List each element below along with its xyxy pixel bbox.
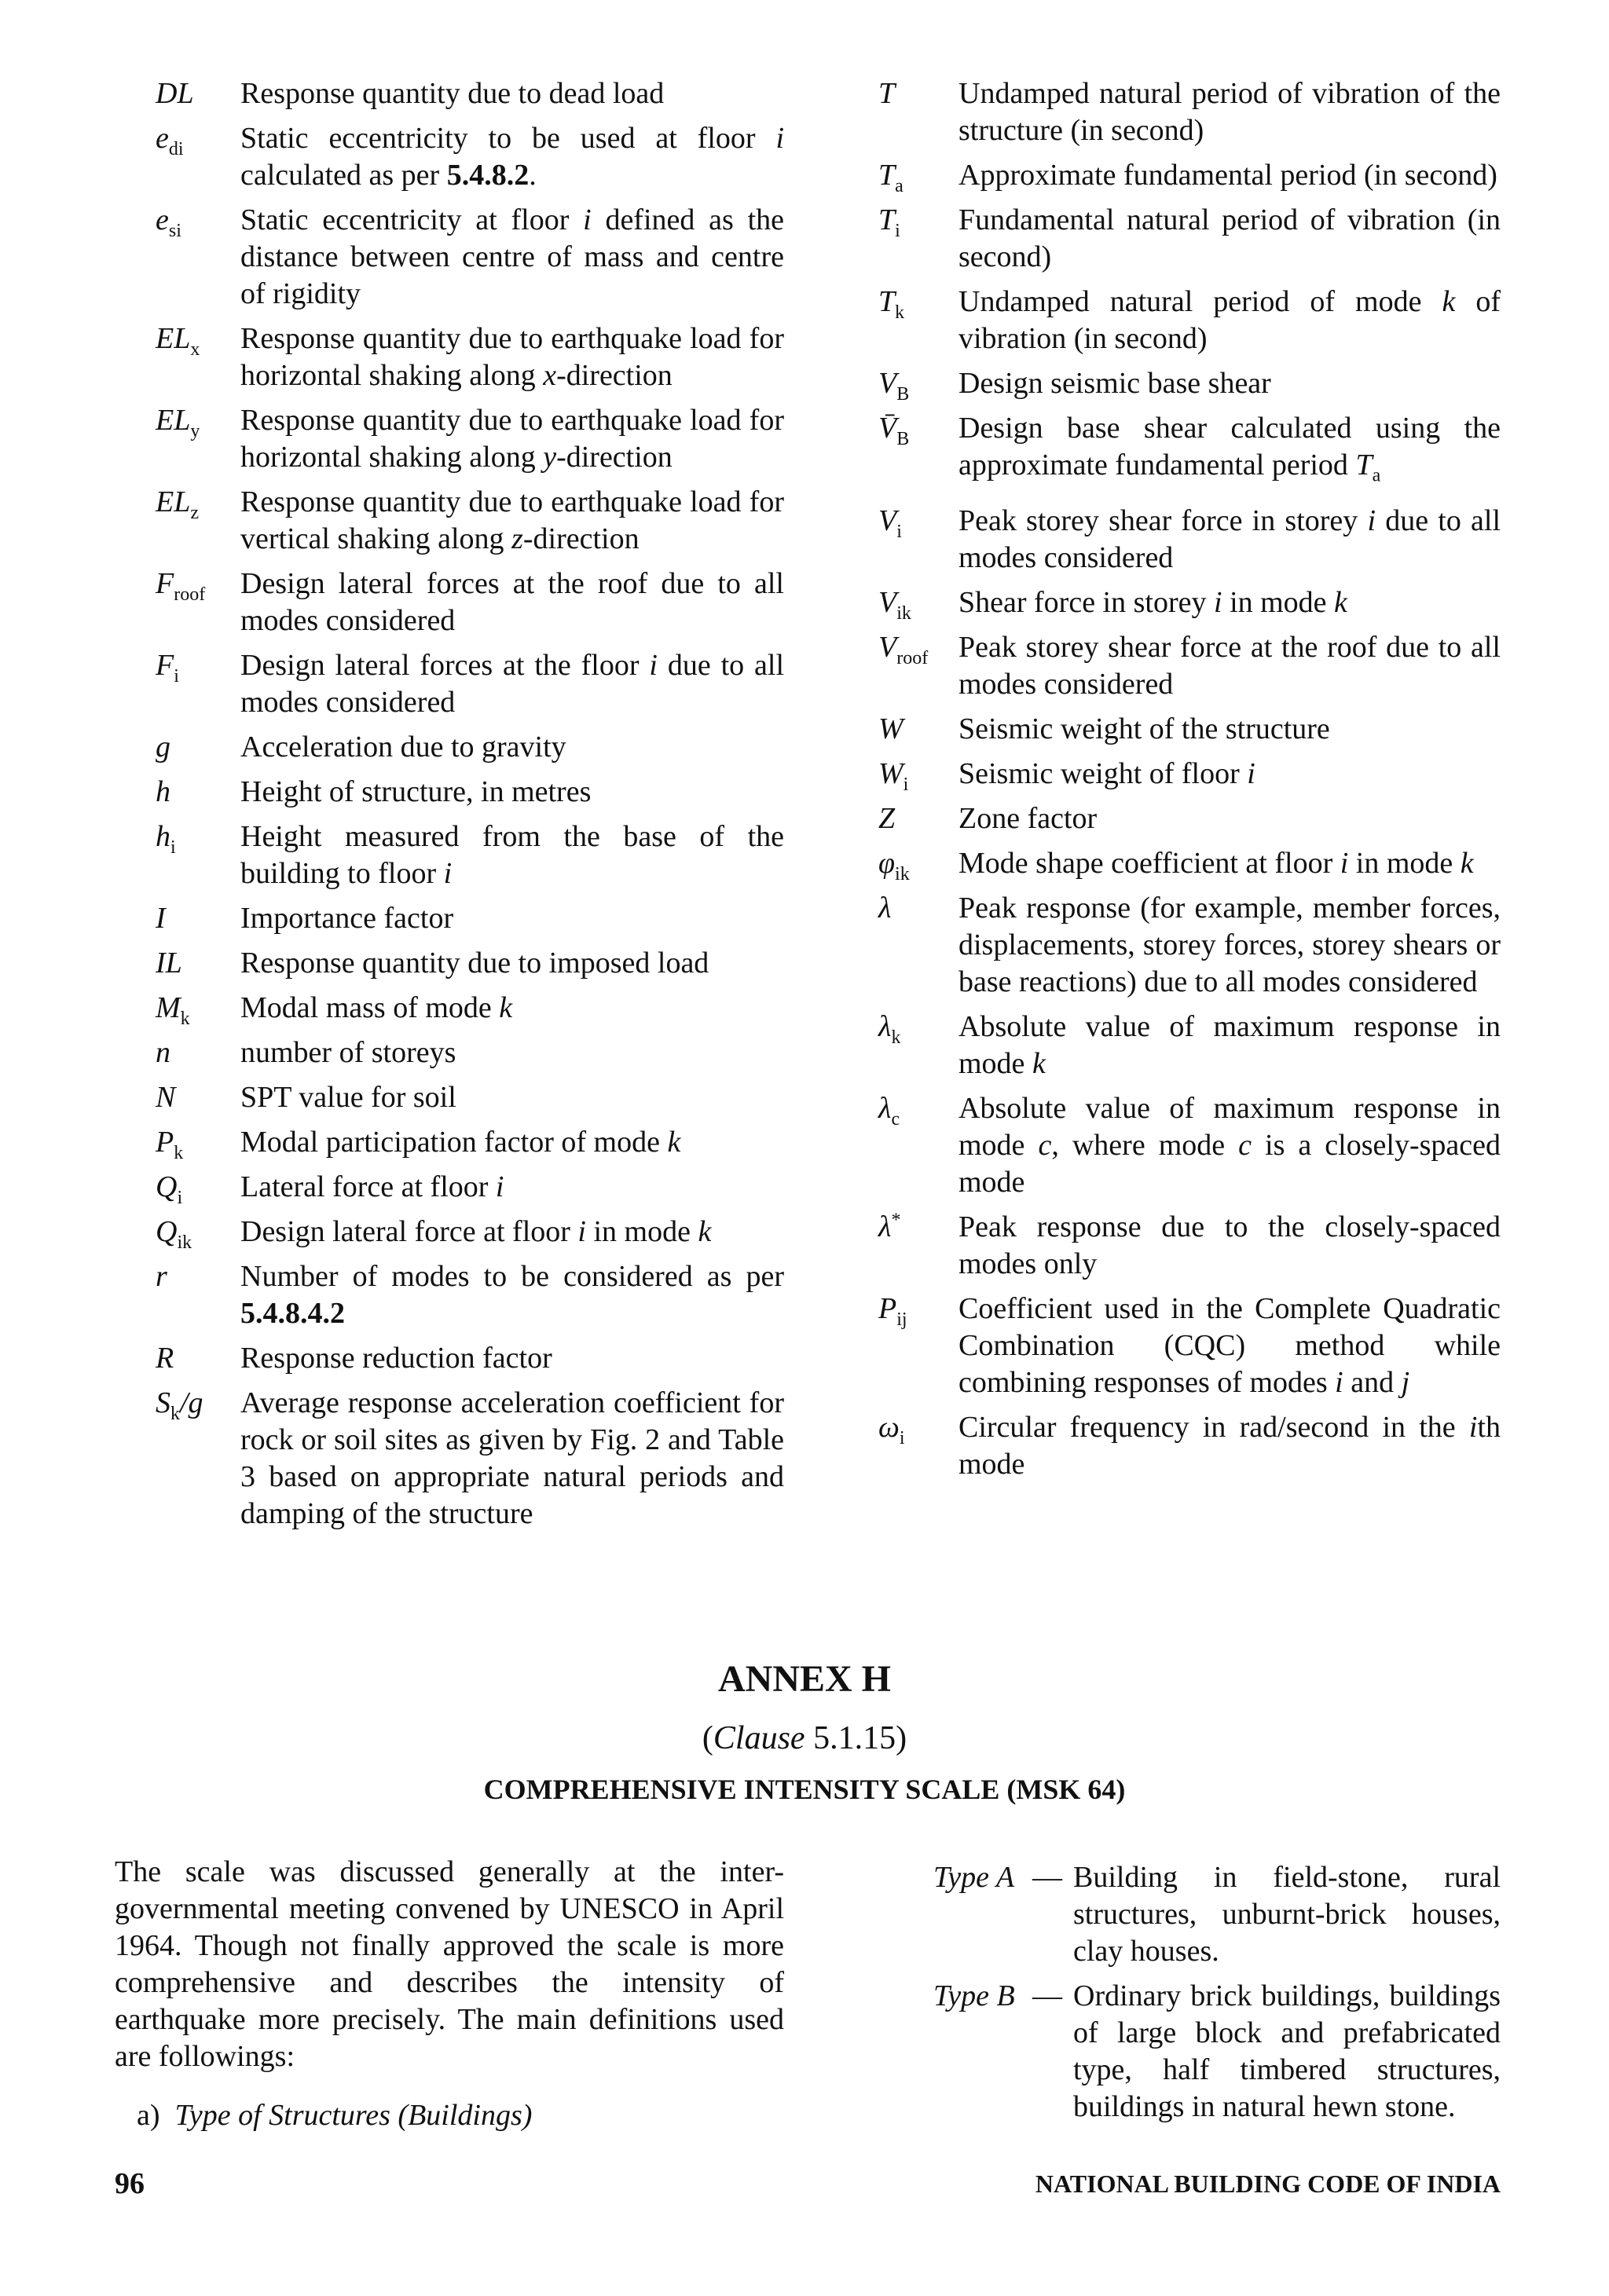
- symbol-description: Design seismic base shear: [958, 367, 1271, 400]
- annex-title: ANNEX H: [717, 1658, 891, 1700]
- symbol-description: Average response acceleration coefficient for rock or soil sites as given by Fig. 2 and Table 3 based on appropriate natural periods and damping of the structure: [240, 1386, 784, 1530]
- left_symbols-row: [156, 990, 784, 1027]
- symbol-description: Response quantity due to imposed load: [240, 947, 709, 980]
- symbol: $V_B$: [878, 367, 910, 405]
- symbol: $EL_x$: [156, 322, 200, 360]
- symbol-description: Height of structure, in metres: [240, 775, 592, 808]
- structure-type-label: Type B: [933, 1979, 1015, 2012]
- symbol-description: Design lateral forces at the floor i due to all modes considered: [240, 649, 785, 719]
- structure-type-description: Ordinary brick buildings, buildings of large block and prefabricated type, half timbered structures, buildings in natural hewn stone.: [1073, 1979, 1501, 2123]
- symbol: $EL_z$: [156, 485, 200, 523]
- symbol: $Q_{ik}$: [156, 1215, 192, 1253]
- structure-type-row: [933, 1978, 1501, 2126]
- symbol-description: Peak response (for example, member forces, displacements, storey forces, storey shears or base reactions) due to all modes considered: [958, 891, 1501, 998]
- intro-item-text: Type of Structures (Buildings): [174, 2099, 533, 2132]
- symbol: $e_{di}$: [156, 122, 184, 159]
- symbol: $EL_y$: [156, 404, 200, 441]
- intro-list-item: [137, 2097, 532, 2134]
- symbol-description: Acceleration due to gravity: [240, 731, 566, 764]
- right_symbols-row: [878, 711, 1501, 748]
- symbol-description: Response quantity due to earthquake load for horizontal shaking along x-direction: [240, 322, 784, 392]
- symbol: $W_i$: [878, 756, 909, 795]
- right_symbols-row: [878, 1409, 1501, 1483]
- symbol-description: Response quantity due to earthquake load for horizontal shaking along y-direction: [240, 404, 784, 474]
- left_symbols-row: [156, 402, 784, 476]
- symbol-description: Static eccentricity to be used at floor i calculated as per 5.4.8.2.: [240, 122, 784, 192]
- right_symbols-row: [878, 584, 1501, 624]
- symbol: $P_{ij}$: [878, 1291, 907, 1330]
- symbol-description: Modal participation factor of mode k: [240, 1126, 681, 1159]
- right_symbols-row: [878, 845, 1501, 882]
- symbol: T: [878, 77, 896, 110]
- right_symbols-row: [878, 202, 1501, 276]
- symbol-description: Design lateral force at floor i in mode k: [240, 1215, 712, 1248]
- symbol-description: Fundamental natural period of vibration (in second): [958, 203, 1501, 273]
- left_symbols-row: [156, 1169, 784, 1206]
- left_symbols-row: [156, 1079, 784, 1116]
- annex-clause-word: Clause: [713, 1720, 805, 1756]
- symbol: R: [156, 1342, 174, 1375]
- symbol: $T_k$: [878, 285, 905, 323]
- left_symbols-row: [156, 120, 784, 194]
- symbol-description: Modal mass of mode k: [240, 991, 513, 1024]
- annex-heading: COMPREHENSIVE INTENSITY SCALE (MSK 64): [483, 1774, 1126, 1805]
- symbol: g: [156, 731, 170, 764]
- left_symbols-row: [156, 818, 784, 892]
- symbol-description: Lateral force at floor i: [240, 1170, 504, 1203]
- left_symbols-row: [156, 320, 784, 394]
- symbol: W: [878, 712, 903, 745]
- structure-type-label: Type A: [933, 1861, 1015, 1894]
- symbol: r: [156, 1260, 167, 1293]
- symbol: n: [156, 1036, 170, 1069]
- symbol-description: Circular frequency in rad/second in the ith mode: [958, 1410, 1501, 1481]
- left_symbols-row: [156, 202, 784, 313]
- right_symbols-row: [878, 1090, 1501, 1201]
- symbol: $V_{roof}$: [878, 630, 929, 668]
- symbol-description: Shear force in storey i in mode k: [958, 585, 1347, 619]
- left_symbols-row: [156, 945, 784, 982]
- right_symbols-row: [878, 890, 1501, 1001]
- left_symbols-row: [156, 484, 784, 558]
- symbol-description: Importance factor: [240, 902, 454, 935]
- left_symbols-row: [156, 729, 784, 766]
- right_symbols-row: [878, 157, 1501, 194]
- left_symbols-row: [156, 1034, 784, 1071]
- symbol: $\lambda_k$: [878, 1009, 901, 1048]
- footer-title: NATIONAL BUILDING CODE OF INDIA: [1035, 2170, 1501, 2198]
- annex-clause-number: 5.1.15: [813, 1720, 896, 1756]
- symbol: $\omega_i$: [878, 1410, 905, 1448]
- symbol-description: Design lateral forces at the roof due to all modes considered: [240, 567, 784, 637]
- symbols-column-right: [878, 75, 1501, 1491]
- structure-types-list: [933, 1859, 1501, 2133]
- symbol-description: Response reduction factor: [240, 1342, 552, 1375]
- left_symbols-row: [156, 566, 784, 639]
- symbol: $Q_i$: [156, 1170, 183, 1208]
- symbol-description: Coefficient used in the Complete Quadratic Combination (CQC) method while combining responses of modes i and j: [958, 1291, 1501, 1399]
- symbol: $F_{roof}$: [156, 567, 206, 605]
- symbol-description: Static eccentricity at floor i defined as the distance between centre of mass and centre of rigidity: [240, 203, 784, 310]
- annex-header: [0, 1656, 1609, 1808]
- symbol-description: Approximate fundamental period (in second): [958, 159, 1497, 192]
- symbol: $\lambda_c$: [878, 1091, 900, 1130]
- symbol-description: Height measured from the base of the building to floor i: [240, 820, 784, 890]
- right_symbols-row: [878, 410, 1501, 495]
- symbol: IL: [156, 947, 182, 980]
- right_symbols-row: [878, 800, 1501, 837]
- page-footer: [115, 2166, 1501, 2198]
- symbol: λ*: [878, 1209, 901, 1243]
- annex-clause: (Clause 5.1.15): [702, 1720, 907, 1756]
- right_symbols-row: [878, 1209, 1501, 1283]
- symbol-description: Design base shear calculated using the approximate fundamental period $T_a$: [958, 412, 1501, 486]
- left_symbols-row: [156, 900, 784, 937]
- symbol-description: Zone factor: [958, 801, 1098, 835]
- symbol: $F_i$: [156, 649, 179, 687]
- left_symbols-row: [156, 774, 784, 811]
- symbol-description: SPT value for soil: [240, 1081, 456, 1114]
- left_symbols-row: [156, 75, 784, 112]
- structure-type-row: [933, 1859, 1501, 1970]
- symbol: $S_k/g$: [156, 1386, 203, 1424]
- symbol-description: number of storeys: [240, 1036, 456, 1069]
- right_symbols-row: [878, 756, 1501, 793]
- symbol: $V̄_B$: [878, 412, 910, 449]
- right_symbols-row: [878, 365, 1501, 405]
- symbol-description: Absolute value of maximum response in mode c, where mode c is a closely-spaced mode: [958, 1091, 1501, 1199]
- symbol-description: Absolute value of maximum response in mode k: [958, 1009, 1501, 1080]
- symbol-description: Seismic weight of floor i: [958, 756, 1255, 790]
- symbols-column-left: [156, 75, 784, 1540]
- left_symbols-row: [156, 647, 784, 721]
- symbol: h: [156, 775, 170, 808]
- right_symbols-row: [878, 75, 1501, 149]
- symbol-description: Undamped natural period of vibration of the structure (in second): [958, 77, 1501, 147]
- left_symbols-row: [156, 1124, 784, 1161]
- symbol: $e_{si}$: [156, 203, 181, 241]
- right_symbols-row: [878, 284, 1501, 357]
- left_symbols-row: [156, 1385, 784, 1532]
- symbol: $P_k$: [156, 1126, 184, 1163]
- intro-item-label: a): [137, 2099, 160, 2132]
- symbol: λ: [878, 891, 892, 925]
- symbol-description: Response quantity due to dead load: [240, 77, 665, 110]
- structure-type-dash: —: [1032, 1861, 1062, 1894]
- symbol: $T_i$: [878, 203, 900, 241]
- symbol: $M_k$: [156, 991, 190, 1029]
- right_symbols-row: [878, 1291, 1501, 1401]
- symbol-description: Mode shape coefficient at floor i in mode k: [958, 846, 1474, 880]
- symbol: N: [156, 1081, 176, 1114]
- symbol-description: Response quantity due to earthquake load for vertical shaking along z-direction: [240, 485, 784, 555]
- symbol-description: Peak storey shear force in storey i due to all modes considered: [958, 504, 1501, 574]
- symbol: I: [156, 902, 166, 935]
- symbol: DL: [156, 77, 194, 110]
- left_symbols-row: [156, 1258, 784, 1332]
- symbol-description: Seismic weight of the structure: [958, 712, 1330, 745]
- symbol-description: Number of modes to be considered as per 5.4.8.4.2: [240, 1260, 784, 1330]
- right_symbols-row: [878, 503, 1501, 577]
- right_symbols-row: [878, 629, 1501, 703]
- symbol: $h_i$: [156, 820, 176, 858]
- symbol-description: Peak storey shear force at the roof due to all modes considered: [958, 630, 1501, 701]
- right_symbols-row: [878, 1009, 1501, 1082]
- symbol-description: Peak response due to the closely-spaced modes only: [958, 1210, 1501, 1280]
- symbol: $T_a$: [878, 159, 903, 196]
- structure-type-description: Building in field-stone, rural structures, unburnt-brick houses, clay houses.: [1073, 1861, 1501, 1968]
- symbol-description: Undamped natural period of mode k of vibration (in second): [958, 285, 1501, 355]
- intro-paragraph: The scale was discussed generally at the inter-governmental meeting convened by UNESCO in April 1964. Though not finally approved the scale is more comprehensive and describes the intensity of earthquake more precisely. The main definitions used are followings:: [115, 1855, 784, 2073]
- left_symbols-row: [156, 1214, 784, 1251]
- page-number: 96: [115, 2167, 145, 2200]
- structure-type-dash: —: [1032, 1979, 1062, 2012]
- symbol: $\varphi_{ik}$: [878, 846, 910, 884]
- symbol: Z: [878, 801, 896, 835]
- left_symbols-row: [156, 1340, 784, 1377]
- symbol: $V_i$: [878, 504, 902, 542]
- symbol: $V_{ik}$: [878, 585, 911, 624]
